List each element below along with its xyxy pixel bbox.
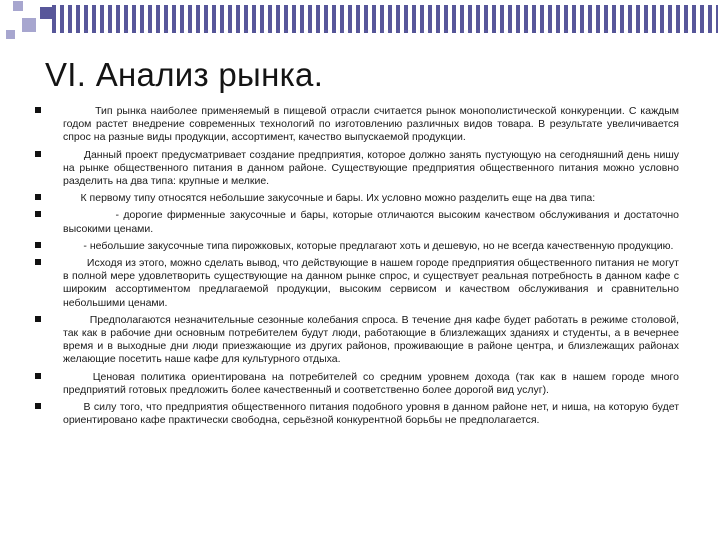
- deco-square-light-mid: [22, 18, 36, 32]
- bullet-item: [33, 314, 679, 367]
- bullet-item: [33, 401, 679, 427]
- bullet-text: Исходя из этого, можно сделать вывод, что действующие в нашем городе предприятия общественного питания не могут в полной мере удовлетворить существующие на данном рынке спрос, и существует реальная потребность в данном кафе с широким ассортиментом предлагаемой продукции, высоким сервисом и качеством обслуживания и сравнительно небольшими ценами.: [63, 257, 679, 309]
- bullet-item: [33, 240, 679, 253]
- header-stripe: [52, 5, 718, 33]
- bullet-item: [33, 371, 679, 397]
- square-bullet-icon: [35, 259, 41, 265]
- decorative-squares: [0, 0, 56, 50]
- bullet-text: - дорогие фирменные закусочные и бары, которые отличаются высоким качеством обслуживания и достаточно высокими ценами.: [63, 209, 679, 235]
- bullet-item: [33, 257, 679, 310]
- square-bullet-icon: [35, 373, 41, 379]
- bullet-text: Данный проект предусматривает создание предприятия, которое должно занять пустующую на сегодняшний день нишу на рынке общественного питания в данном районе. Существующие предприятия общественного питания можно условно разделить на два типа: крупные и мелкие.: [63, 148, 679, 188]
- square-bullet-icon: [35, 403, 41, 409]
- bullet-text: В силу того, что предприятия общественного питания подобного уровня в данном районе нет, и ниша, на которую будет ориентировано кафе практически свободна, серьёзной конкурентной борьбы не предполагается.: [63, 401, 679, 427]
- bullet-item: [33, 105, 679, 145]
- bullet-item: [33, 209, 679, 235]
- square-bullet-icon: [35, 151, 41, 157]
- bullet-item: [33, 149, 679, 189]
- bullet-text: - небольшие закусочные типа пирожковых, которые предлагают хоть и дешевую, но не всегда качественную продукцию.: [63, 239, 674, 252]
- square-bullet-icon: [35, 316, 41, 322]
- square-bullet-icon: [35, 211, 41, 217]
- bullet-item: [33, 192, 679, 205]
- square-bullet-icon: [35, 242, 41, 248]
- bullet-text: Тип рынка наиболее применяемый в пищевой отрасли считается рынок монополистической конкуренции. С каждым годом растет внедрение современных технологий по изготовлению различных видов товара. В результате увеличивается спрос на разные виды продукции, ассортимент, качество выпускаемой продукции.: [63, 105, 679, 144]
- square-bullet-icon: [35, 194, 41, 200]
- bullet-text: Ценовая политика ориентирована на потребителей со средним уровнем дохода (так как в нашем городе много предприятий готовых предложить более качественный и соответственно более дорогой вид услуг).: [63, 370, 679, 396]
- bullet-text: К первому типу относятся небольшие закусочные и бары. Их условно можно разделить еще на два типа:: [63, 192, 596, 205]
- deco-square-dark: [40, 7, 52, 19]
- slide-content: [33, 105, 679, 431]
- slide-title: VI. Анализ рынка.: [45, 56, 324, 93]
- bullet-text: Предполагаются незначительные сезонные колебания спроса. В течение дня кафе будет работать в режиме столовой, так как в рабочие дни основным потребителем будут люди, работающие в близлежащих зданиях и студенты, а в вечернее время и в выходные дни люди приезжающие из других районов, проживающие в районе центра, и близлежащих районах желающие посетить наше кафе для культурного отдыха.: [63, 313, 679, 366]
- square-bullet-icon: [35, 107, 41, 113]
- deco-square-light-bottom: [6, 30, 15, 39]
- deco-square-light-top: [13, 1, 23, 11]
- bullet-list: [33, 105, 679, 427]
